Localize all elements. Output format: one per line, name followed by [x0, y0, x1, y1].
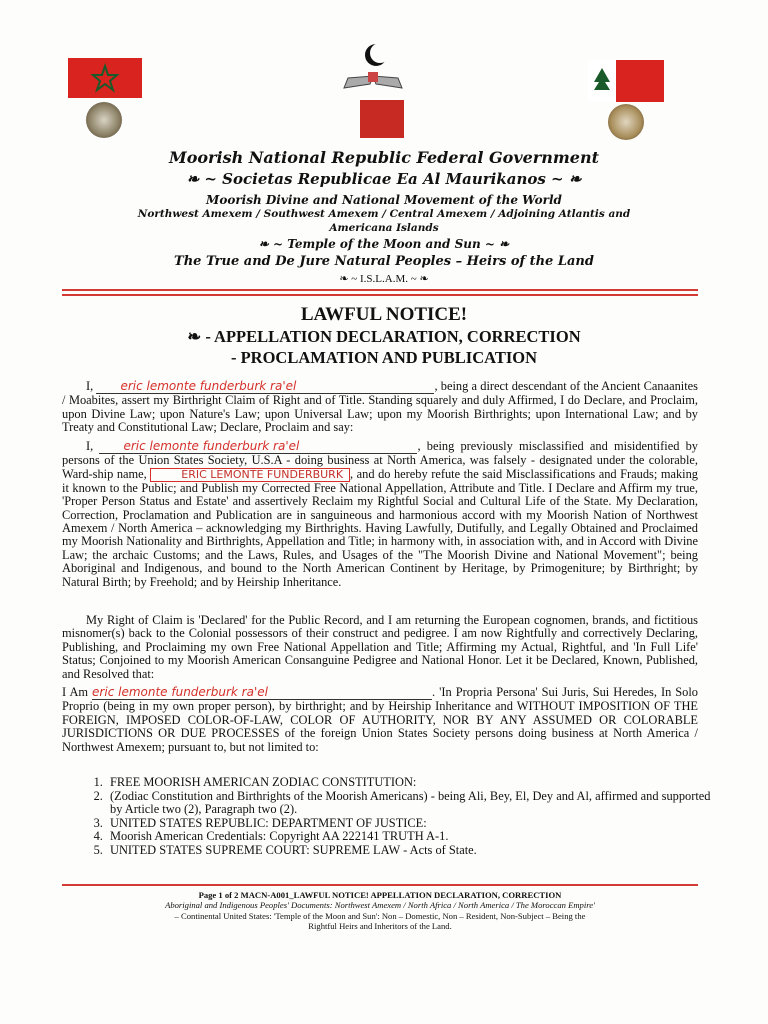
seal-icon — [86, 102, 122, 138]
paragraph-2: I, eric lemonte funderburk ra'el , being previously misclassified and misidentified by persons of the Union States Society, U.S.A - doing business at North America, was falsely - designated under the colorable, Ward-ship name, ERIC LEMONTE FUNDERBURK , and do hereby refute the said Misclassifications and Frauds; making it known to the Public; and Publish my Corrected Free National Appellation, Attribute and Title. I Declare and Affirm my true, 'Proper Person Status and Estate' and assertively Reclaim my Rightful Social and Cultural Life of the State. My Declaration, Correction, Proclamation and Publication are in sanguineous and harmonious accord with my Moorish Nation of Northwest Amexem / North America – acknowledging my Birthrights. Having Lawfully, Dutifully, and Legally Obtained and Proclaimed my Moorish Nationality and Birthrights, Appellation and Title; in harmony with, in association with, and in Accord with Divine Law; the archaic Customs; and the Laws, Rules, and Usages of the "The Moorish Divine and National Movement"; being Aboriginal and Indigenous, and bound to the North American Continent by Heritage, by Primogeniture; by Birthright; by Natural Birth; by Freehold; and by Heirship Inheritance. — [62, 439, 698, 589]
page-footer — [62, 890, 698, 932]
name-blank-2: eric lemonte funderburk ra'el — [99, 440, 417, 454]
name-blank-3: eric lemonte funderburk ra'el — [92, 686, 432, 700]
header-heirs: The True and De Jure Natural Peoples – Heirs of the Land — [174, 254, 594, 269]
ward-ship-name: ERIC LEMONTE FUNDERBURK — [150, 468, 350, 482]
crescent-icon — [363, 42, 389, 73]
list-item: 3. UNITED STATES REPUBLIC: DEPARTMENT OF JUSTICE: — [106, 817, 722, 831]
open-book-icon — [340, 70, 406, 97]
notice-title: LAWFUL NOTICE! — [300, 304, 468, 325]
paragraph-1: I, eric lemonte funderburk ra'el , being a direct descendant of the Ancient Canaanites / Moabites, assert my Birthright Claim of Right and of Title. Standing squarely and duly Affirmed, I do Declare, and Proclaim, upon Divine Law; upon Nature's Law; upon Universal Law; upon my Moorish Birthrights; upon International Law; and by Treaty and Constitutional Law; Declare, Proclaim and say: — [62, 379, 698, 435]
header-regions: Northwest Amexem / Southwest Amexem / Central Amexem / Adjoining Atlantis and — [137, 208, 631, 220]
footer-page-line: Page 1 of 2 MACN-A001_LAWFUL NOTICE! APPELLATION DECLARATION, CORRECTION — [198, 890, 562, 900]
tree-flag-icon — [588, 60, 664, 102]
morocco-flag-icon — [68, 58, 142, 98]
notice-line-3: - PROCLAMATION AND PUBLICATION — [230, 348, 538, 367]
name-blank-1: eric lemonte funderburk ra'el — [96, 380, 434, 394]
authority-list — [82, 776, 722, 858]
red-building-icon — [360, 100, 404, 138]
header-temple: ❧ ~ Temple of the Moon and Sun ~ ❧ — [258, 237, 510, 251]
divider-top-2 — [62, 294, 698, 296]
list-item: 2. (Zodiac Constitution and Birthrights of the Moorish Americans) - being Ali, Bey, El, Dey and Al, affirmed and supported by Article two (2), Paragraph two (2). — [106, 790, 722, 817]
paragraph-4: I Am eric lemonte funderburk ra'el . 'In Propria Persona' Sui Juris, Sui Heredes, In Solo Proprio (being in my own proper person), by birthright; and by Heirship Inheritance and WITHOUT IMPOSITION OF THE FOREIGN, IMPOSED COLOR-OF-LAW, COLOR OF AUTHORITY, NOR BY ANY ASSUMED OR COLORABLE JURISDICTIONS OR DUE PROCESSES of the foreign Union States Society persons doing business at North America / Northwest Amexem; pursuant to, but not limited to: — [62, 685, 698, 754]
list-item: 1. FREE MOORISH AMERICAN ZODIAC CONSTITUTION: — [106, 776, 722, 790]
notice-line-2: ❧ - APPELLATION DECLARATION, CORRECTION — [187, 327, 581, 346]
footer-line-2: Aboriginal and Indigenous Peoples' Documents: Northwest Amexem / North Africa / North America / The Moroccan Empire' — [165, 900, 595, 911]
header-regions-2: Americana Islands — [329, 222, 439, 234]
header-islam: ❧ ~ I.S.L.A.M. ~ ❧ — [339, 273, 429, 285]
paragraph-3: My Right of Claim is 'Declared' for the Public Record, and I am returning the European cognomen, brands, and fictitious misnomer(s) back to the Colonial possessors of their construct and pedigree. I am now Rightfully and correctively Declaring, Publishing, and Proclaiming my own Free National Appellation and Title; Affirming my Actual, Rightful, and 'In Full Life' Status; Conjoined to my Moorish American Consanguine Pedigree and National Honor. Let it be Declared, Known, Published, and Resolved that: — [62, 613, 698, 681]
header-subtitle: ❧ ~ Societas Republicae Ea Al Maurikanos ~ ❧ — [186, 170, 582, 188]
divider-bottom — [62, 884, 698, 886]
divider-top — [62, 289, 698, 291]
header-title: Moorish National Republic Federal Government — [169, 148, 599, 167]
footer-line-4: Rightful Heirs and Inheritors of the Land. — [308, 921, 452, 932]
list-item: 5. UNITED STATES SUPREME COURT: SUPREME LAW - Acts of State. — [106, 844, 722, 858]
header-movement: Moorish Divine and National Movement of the World — [206, 193, 562, 207]
footer-line-3: – Continental United States: 'Temple of the Moon and Sun': Non – Domestic, Non – Resident, Non-Subject – Being the — [174, 910, 586, 921]
list-item: 4. Moorish American Credentials: Copyright AA 222141 TRUTH A-1. — [106, 830, 722, 844]
eagle-seal-icon — [608, 104, 644, 140]
